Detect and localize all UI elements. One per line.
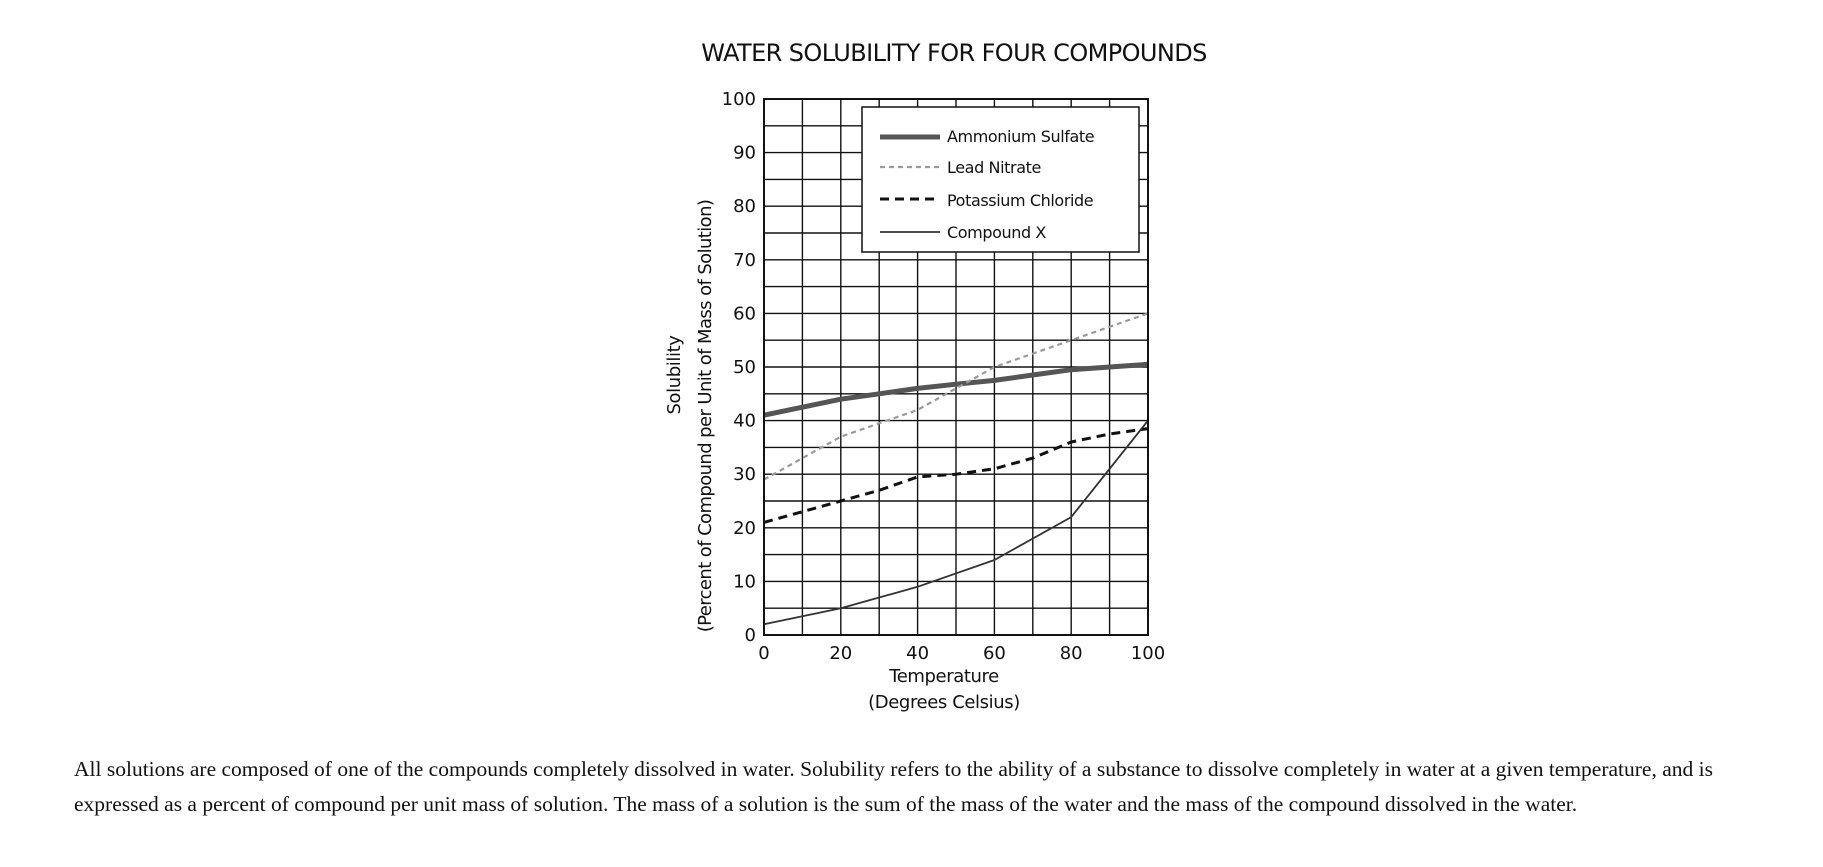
y-tick-label: 0: [744, 625, 756, 646]
x-tick-label: 100: [1130, 643, 1166, 664]
y-tick-label: 80: [733, 196, 756, 218]
y-tick-label: 30: [733, 464, 756, 486]
x-tick-label: 0: [758, 643, 770, 664]
y-tick-label: 20: [733, 517, 756, 539]
y-tick-label: 50: [733, 357, 756, 378]
x-tick-label: 80: [1059, 643, 1083, 664]
y-tick-label: 40: [733, 410, 756, 432]
legend: [862, 107, 1139, 252]
chart-title: WATER SOLUBILITY FOR FOUR COMPOUNDS: [701, 39, 1207, 67]
x-tick-label: 20: [829, 643, 853, 664]
y-tick-label: 10: [733, 571, 756, 593]
y-tick-label: 60: [733, 303, 756, 325]
y-tick-labels: [722, 89, 756, 646]
x-axis-sublabel: (Degrees Celsius): [868, 692, 1020, 713]
y-axis-label: Solubility: [664, 335, 685, 415]
y-axis-sublabel: (Percent of Compound per Unit of Mass of Solution): [695, 199, 716, 633]
y-tick-label: 70: [733, 249, 756, 271]
y-tick-label: 100: [721, 89, 756, 110]
description-paragraph: All solutions are composed of one of the compounds completely dissolved in water. Solubility refers to the ability of a substance to dissolve completely in water at a given temperature, and is expressed as a percent of compound per unit mass of solution. The mass of a solution is the sum of the mass of the water and the mass of the compound dissolved in the water.: [74, 757, 1713, 816]
x-axis-label: Temperature: [889, 666, 999, 687]
legend-label-compound-x: Compound X: [947, 223, 1046, 242]
y-tick-label: 90: [733, 142, 756, 164]
legend-label-lead-nitrate: Lead Nitrate: [947, 158, 1041, 177]
x-tick-labels: [758, 643, 1165, 664]
legend-label-potassium-chloride: Potassium Chloride: [947, 191, 1094, 210]
legend-label-ammonium-sulfate: Ammonium Sulfate: [947, 127, 1095, 146]
x-tick-label: 60: [982, 643, 1006, 664]
x-tick-label: 40: [906, 643, 930, 664]
